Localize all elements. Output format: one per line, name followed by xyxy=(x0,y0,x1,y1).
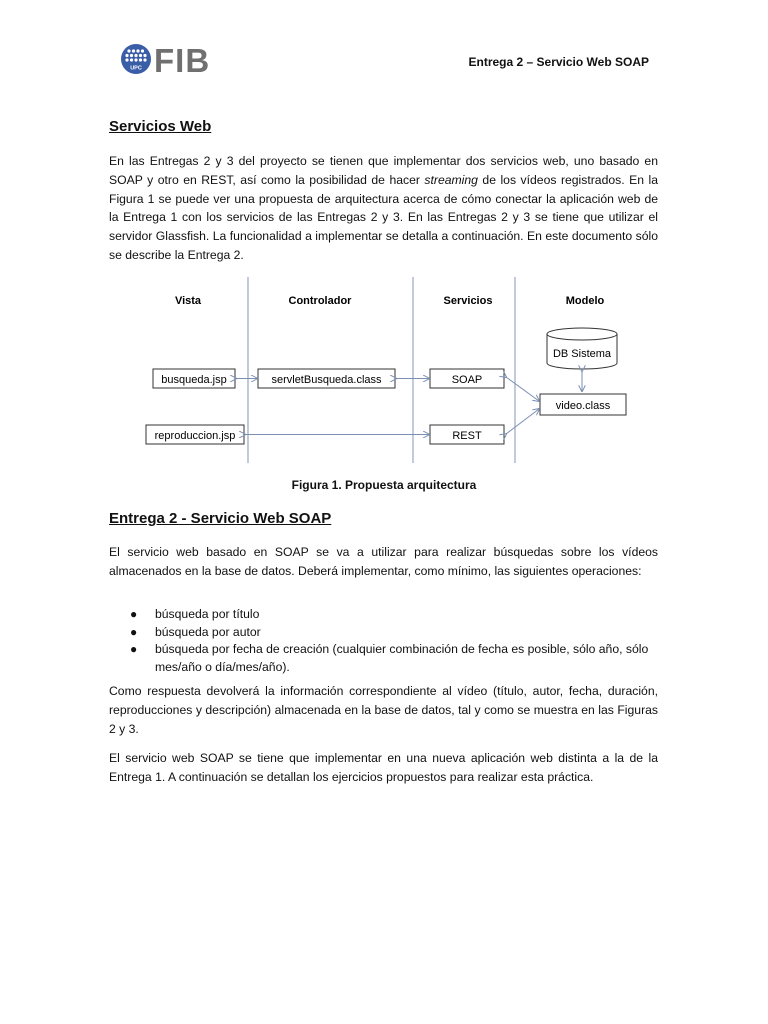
header-title: Entrega 2 – Servicio Web SOAP xyxy=(468,55,649,69)
list-item xyxy=(109,641,658,676)
bullet-icon: ● xyxy=(130,642,138,656)
logo-text: FIB xyxy=(154,42,211,76)
list-item-text: búsqueda por fecha de creación (cualquier combinación de fecha es posible, sólo año, sólo mes/año o día/mes/año). xyxy=(155,642,649,674)
architecture-diagram xyxy=(140,277,640,467)
section-heading-servicios-web: Servicios Web xyxy=(109,118,212,135)
section2-final-paragraph: El servicio web SOAP se tiene que implementar en una nueva aplicación web distinta a la de la Entrega 1. A continuación se detallan los ejercicios propuestos para realizar esta práctica. xyxy=(109,751,658,784)
servlet-busqueda-node xyxy=(258,369,395,388)
rest-node xyxy=(430,425,504,444)
column-controlador: Controlador xyxy=(288,295,352,307)
busqueda-jsp-label: busqueda.jsp xyxy=(161,374,227,386)
column-vista: Vista xyxy=(174,295,202,307)
column-servicios: Servicios xyxy=(443,295,493,307)
rest-video-arrow xyxy=(506,409,539,434)
figure-caption: Figura 1. Propuesta arquitectura xyxy=(291,478,477,492)
reproduccion-jsp-label: reproduccion.jsp xyxy=(154,430,236,442)
list-item-text: búsqueda por título xyxy=(155,607,260,621)
bullet-icon: ● xyxy=(130,607,138,621)
logo-sub-text: UPC xyxy=(130,65,142,72)
busqueda-jsp-node xyxy=(153,369,235,388)
architecture-diagram-svg xyxy=(140,277,640,467)
fib-logo-graphic xyxy=(120,42,228,76)
section2-response-paragraph: Como respuesta devolverá la información correspondiente al vídeo (título, autor, fecha, duración, reproducciones y descripción) almacenada en la base de datos, tal y como se muestra en las Figuras 2 y 3. xyxy=(109,684,658,736)
column-modelo: Modelo xyxy=(565,295,605,307)
list-item xyxy=(109,624,658,642)
fib-logo xyxy=(120,42,228,76)
soap-label: SOAP xyxy=(451,374,483,386)
servlet-busqueda-label: servletBusqueda.class xyxy=(271,374,382,386)
section1-text-emphasis: streaming xyxy=(424,172,478,187)
rest-label: REST xyxy=(452,430,482,442)
bullet-icon: ● xyxy=(130,624,138,639)
section1-paragraph xyxy=(109,152,658,265)
list-item xyxy=(109,606,658,624)
section1-text-before: En las Entregas 2 y 3 del proyecto se tienen que implementar dos servicios web, uno basado en SOAP y otro en REST, así como la posibilidad de hacer xyxy=(109,154,658,187)
section2-intro: El servicio web basado en SOAP se va a utilizar para realizar búsquedas sobre los vídeos almacenados en la base de datos. Deberá implementar, como mínimo, las siguientes operaciones: xyxy=(109,545,658,578)
db-sistema-label: DB Sistema xyxy=(552,348,612,360)
operations-list xyxy=(109,606,658,676)
reproduccion-jsp-node xyxy=(146,425,244,444)
list-item-text: búsqueda por autor xyxy=(155,624,261,639)
db-sistema-node xyxy=(547,328,617,369)
soap-video-arrow xyxy=(506,377,539,401)
section-heading-entrega-2: Entrega 2 - Servicio Web SOAP xyxy=(109,510,332,527)
soap-node xyxy=(430,369,504,388)
video-class-node xyxy=(540,394,626,415)
video-class-label: video.class xyxy=(555,400,611,412)
section1-text-after: de los vídeos registrados. En la Figura 1 se puede ver una propuesta de arquitectura acerca de cómo conectar la aplicación web de la Entrega 1 con los servicios de las Entregas 2 y 3. En las Entregas 2 y 3 se tiene que utilizar el servidor Glassfish. La funcionalidad a implementar se detalla a continuación. En este documento sólo se describe la Entrega 2. xyxy=(109,172,658,262)
